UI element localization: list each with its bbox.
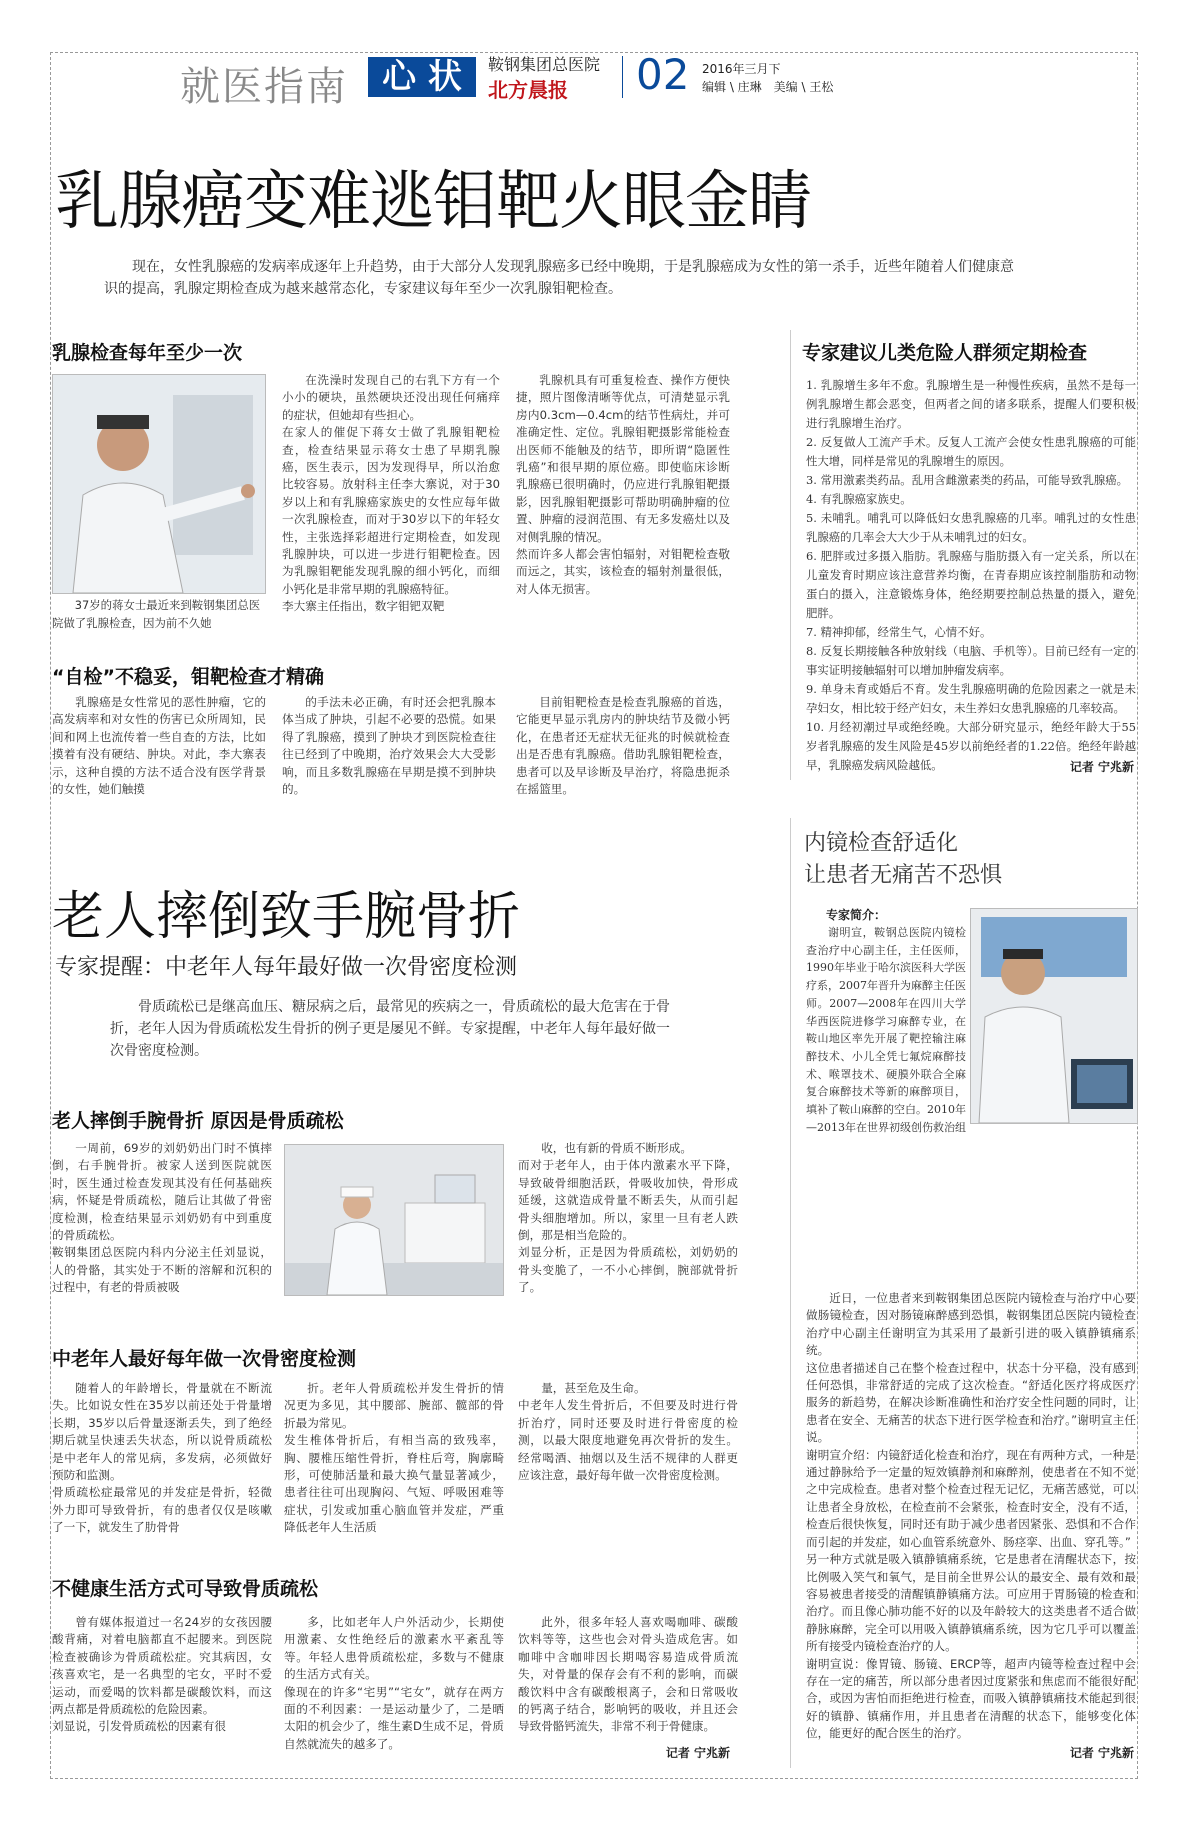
profile-label: 专家简介： <box>826 908 887 922</box>
headline-endoscopy-1: 内镜检查舒适化 <box>804 831 959 856</box>
logo: 心 状 <box>368 57 476 97</box>
photo-nurse-illustration <box>285 1145 503 1295</box>
article2-signature: 记者 宁兆新 <box>600 1744 730 1761</box>
risk-item-1: 1. 乳腺增生多年不愈。乳腺增生是一种慢性疾病，虽然不是每一例乳腺增生都会恶变，但两者之间的诸多联系，提醒人们要积极进行乳腺增生治疗。 <box>806 378 1136 430</box>
article2-s2-col1: 随着人的年龄增长，骨量就在不断流失。比如说女性在35岁以前还处于骨量增长期，35岁以后骨量逐渐丢失，到了绝经期后就呈快速丢失状态，所以说骨质疏松是中老年人的常见病，多发病，必须做好预防和监测。 骨质疏松症最常见的并发症是骨折，轻微外力即可导致骨折，有的患者仅仅是咳嗽了一下，就发生了肋骨骨 <box>52 1381 272 1535</box>
section-title: 就医指南 <box>180 64 348 110</box>
article1-col5: 的手法未必正确，有时还会把乳腺本体当成了肿块，引起不必要的恐慌。如果得了乳腺癌，摸到了肿块才到医院检查往往已经到了中晚期，治疗效果会大大受影响，而且多数乳腺癌在早期是摸不到肿块的。 <box>282 695 496 797</box>
article2-s1-col1: 一周前，69岁的刘奶奶出门时不慎摔倒，右手腕骨折。被家人送到医院就医时，医生通过检查发现其没有任何基础疾病，怀疑是骨质疏松，随后让其做了骨密度检测，检查结果显示刘奶奶有中到重度的骨质疏松。 鞍钢集团总医院内科内分泌主任刘显说，人的骨骼，其实处于不断的溶解和沉积的过程中，有老的骨质被吸 <box>52 1141 272 1295</box>
lede-bone: 骨质疏松已是继高血压、糖尿病之后，最常见的疾病之一，骨质疏松的最大危害在于骨折，老年人因为骨质疏松发生骨折的例子更是屡见不鲜。专家提醒，中老年人每年最好做一次骨密度检测。 <box>110 999 670 1059</box>
risk-item-8: 8. 反复长期接触各种放射线（电脑、手机等）。目前已经有一定的事实证明接触辐射可以增加肿瘤发病率。 <box>806 644 1136 677</box>
lede-breast-cancer: 现在，女性乳腺癌的发病率成逐年上升趋势，由于大部分人发现乳腺癌多已经中晚期，于是乳腺癌成为女性的第一杀手，近些年随着人们健康意识的提高，乳腺定期检查成为越来越常态化，专家建议每年至少一次乳腺钼靶检查。 <box>104 259 1014 297</box>
headline-breast-cancer: 乳腺癌变难逃钼靶火眼金睛 <box>55 165 811 239</box>
headline-wrist-fracture: 老人摔倒致手腕骨折 <box>52 887 521 947</box>
subhead-annual-bone-test: 中老年人最好每年做一次骨密度检测 <box>52 1348 357 1370</box>
photo-doctor-illustration <box>53 375 265 593</box>
risk-title: 专家建议儿类危险人群须定期检查 <box>802 342 1088 364</box>
column-divider-lower <box>790 818 791 1768</box>
risk-item-2: 2. 反复做人工流产手术。反复人工流产会使女性患乳腺癌的可能性大增，同样是常见的乳腺增生的原因。 <box>806 435 1136 468</box>
subhead-lifestyle: 不健康生活方式可导致骨质疏松 <box>52 1578 319 1600</box>
article2-s3-col3: 此外，很多年轻人喜欢喝咖啡、碳酸饮料等等，这些也会对骨头造成危害。如咖啡中含咖啡因长期喝容易造成骨质流失，对骨量的保存会有不利的影响，而碳酸饮料中含有碳酸根离子，会和日常吸收的钙离子结合，影响钙的吸收，并且还会导致骨骼钙流失，非常不利于骨健康。 <box>518 1615 738 1734</box>
article1-col2: 在洗澡时发现自己的右乳下方有一个小小的硬块，虽然硬块还没出现任何痛痒的症状，但她却有些担心。 在家人的催促下蒋女士做了乳腺钼靶检查，检查结果显示蒋女士患了早期乳腺癌，医生表示，因为发现得早，所以治愈比较容易。放射科主任李大寨说，对于30岁以上和有乳腺癌家族史的女性应每年做一次乳腺检查，而对于30岁以下的年轻女性，主张选择彩超进行定期检查，如发现乳腺肿块，可以进一步进行钼靶检查。因为乳腺钼靶能发现乳腺的细小钙化，而细小钙化是非常早期的乳腺癌特征。 李大寨主任指出，数字钼钯双靶 <box>282 373 500 614</box>
article2-s1-col3: 收，也有新的骨质不断形成。 而对于老年人，由于体内激素水平下降，导致破骨细胞活跃，骨吸收加快，骨形成延缓，这就造成骨量不断丢失，从而引起骨头细胞增加。所以，家里一旦有老人跌倒，那是相当危险的。 刘显分析，正是因为骨质疏松，刘奶奶的骨头变脆了，一不小心摔倒，腕部就骨折了。 <box>518 1141 738 1295</box>
column-divider <box>790 330 791 780</box>
photo-doctor-xie <box>970 908 1138 1124</box>
article3-body: 近日，一位患者来到鞍钢集团总医院内镜检查与治疗中心要做肠镜检查，因对肠镜麻醉感到恐惧，鞍钢集团总医院内镜检查治疗中心副主任谢明宣为其采用了最新引进的吸入镇静镇痛系统。 这位患者描述自己在整个检查过程中，状态十分平稳，没有感到任何恐惧，非常舒适的完成了这次检查。“舒适化医疗将成医疗服务的新趋势，在解决诊断准确性和治疗安全性问题的同时，让患者在安全、无痛苦的状态下进行医学检查和治疗。”谢明宣主任说。 谢明宣介绍：内镜舒适化检查和治疗，现在有两种方式，一种是通过静脉给予一定量的短效镇静剂和麻醉剂，使患者在不知不觉之中完成检查。患者对整个检查过程无记忆，无痛苦感觉，可以让患者全身放松，在检查前不会紧张，检查时安全，没有不适，检查后很快恢复，同时还有助于减少患者因紧张、恐惧和不合作而引起的并发症，如心血管系统意外、肠痉挛、出血、穿孔等。” 另一种方式就是吸入镇静镇痛系统，它是患者在清醒状态下，按比例吸入笑气和氧气，是目前全世界公认的最安全、最有效和最容易被患者接受的清醒镇静镇痛方法。可应用于胃肠镜的检查和治疗。而且像心肺功能不好的以及年龄较大的这类患者不适合做静脉麻醉，完全可以用吸入镇静镇痛系统，因为它几乎可以覆盖所有接受内镜检查治疗的人。 谢明宣说：像胃镜、肠镜、ERCP等，超声内镜等检查过程中会存在一定的痛苦，所以部分患者因过度紧张和焦虑而不能很好配合，或因为害怕而拒绝进行检查，而吸入镇静镇痛技术能起到很好的镇静、镇痛作用，并且患者在清醒的状态下，能够变化体位，能更好的配合医生的治疗。 <box>806 1291 1136 1741</box>
headline-endoscopy-2: 让患者无痛苦不恐惧 <box>804 863 1003 888</box>
photo-doctor-xie-illustration <box>971 909 1137 1123</box>
photo-bone-density-room <box>284 1144 504 1296</box>
risk-item-10: 10. 月经初潮过早或绝经晚。大部分研究显示，绝经年龄大于55岁者乳腺癌的发生风险是45岁以前绝经者的1.22倍。绝经年龄越早，乳腺癌发病风险越低。 <box>806 720 1136 772</box>
risk-item-9: 9. 单身未育或婚后不育。发生乳腺癌明确的危险因素之一就是未孕妇女，相比较于经产妇女，未生养妇女患乳腺癌的几率较高。 <box>806 682 1136 715</box>
article2-s3-col1: 曾有媒体报道过一名24岁的女孩因腰酸背痛，对着电脑都直不起腰来。到医院检查被确诊为骨质疏松症。究其病因，女孩喜欢宅，是一名典型的宅女，平时不爱运动，而爱喝的饮料都是碳酸饮料，而这两点都是骨质疏松的危险因素。 刘显说，引发骨质疏松的因素有很 <box>52 1615 272 1734</box>
article3-signature: 记者 宁兆新 <box>1010 1744 1134 1761</box>
photo-doctor-li <box>52 374 266 594</box>
risk-item-5: 5. 未哺乳。哺乳可以降低妇女患乳腺癌的几率。哺乳过的女性患乳腺癌的几率会大大少于从未哺乳过的妇女。 <box>806 511 1136 544</box>
risk-list <box>806 376 1136 778</box>
risk-item-4: 4. 有乳腺癌家族史。 <box>806 492 912 506</box>
subhead-self-check: “自检”不稳妥，钼靶检查才精确 <box>52 666 324 688</box>
photo-caption: 37岁的蒋女士最近来到鞍钢集团总医院做了乳腺检查，因为前不久她 <box>52 598 261 630</box>
article1-col6: 目前钼靶检查是检查乳腺癌的首选，它能更早显示乳房内的肿块结节及微小钙化，在患者还无症状无征兆的时候就检查出是否患有乳腺癌。借助乳腺钼靶检查，患者可以及早诊断及早治疗，将隐患扼杀在摇篮里。 <box>516 695 730 797</box>
article1-col4: 乳腺癌是女性常见的恶性肿瘤，它的高发病率和对女性的伤害已众所周知，民间和网上也流传着一些自查的方法，比如摸着有没有硬结、肿块。对此，李大寨表示，这种自摸的方法不适合没有医学背景的女性，她们触摸 <box>52 695 266 797</box>
subhead-osteoporosis-cause: 老人摔倒手腕骨折 原因是骨质疏松 <box>52 1110 344 1132</box>
page-number: 02 <box>636 50 690 99</box>
subtitle-bone-density: 专家提醒：中老年人每年最好做一次骨密度检测 <box>55 955 518 980</box>
hospital-name: 鞍钢集团总医院 <box>488 55 601 74</box>
risk-signature: 记者 宁兆新 <box>1000 758 1134 775</box>
article2-s3-col2: 多，比如老年人户外活动少，长期使用激素、女性绝经后的激素水平紊乱等等。年轻人患骨质疏松症，多数与不健康的生活方式有关。 像现在的许多“宅男”“宅女”，就存在两方面的不利因素：一是运动量少了，二是晒太阳的机会少了，维生素D生成不足，骨质自然就流失的越多了。 <box>284 1615 504 1751</box>
article1-col3: 乳腺机具有可重复检查、操作方便快捷，照片图像清晰等优点，可清楚显示乳房内0.3cm—0.4cm的结节性病灶，并可准确定性、定位。乳腺钼靶摄影常能检查出医师不能触及的结节，即所谓“隐匿性乳癌”和很早期的原位癌。即使临床诊断乳腺癌已很明确时，仍应进行乳腺钼靶摄影，因乳腺钼靶摄影可帮助明确肿瘤的位置、肿瘤的浸润范围、有无多发癌灶以及对侧乳腺的情况。 然而许多人都会害怕辐射，对钼靶检查敬而远之，其实，该检查的辐射剂量很低，对人体无损害。 <box>516 373 730 596</box>
subhead-annual-check: 乳腺检查每年至少一次 <box>52 342 243 364</box>
profile-text: 谢明宣，鞍钢总医院内镜检查治疗中心副主任，主任医师，1990年毕业于哈尔滨医科大学医疗系，2007年晋升为麻醉主任医师。2007—2008年在四川大学华西医院进修学习麻醉专业，在鞍山地区率先开展了靶控输注麻醉技术、小儿全凭七氟烷麻醉技术、喉罩技术、硬膜外联合全麻复合麻醉技术等新的麻醉项目，填补了鞍山麻醉的空白。2010年—2013年在世界初级创伤救治组 <box>806 926 966 1134</box>
masthead-divider <box>622 56 623 98</box>
article2-s2-col3: 量，甚至危及生命。 中老年人发生骨折后，不但要及时进行骨折治疗，同时还要及时进行骨密度的检测，以最大限度地避免再次骨折的发生。经常喝酒、抽烟以及生活不规律的人群更应该注意，最好每年做一次骨密度检测。 <box>518 1381 738 1483</box>
risk-item-6: 6. 肥胖或过多摄入脂肪。乳腺癌与脂肪摄入有一定关系，所以在儿童发育时期应该注意营养均衡，在青春期应该控制脂肪和动物蛋白的摄入，注意锻炼身体，绝经期要控制总热量的摄入，避免肥胖。 <box>806 549 1136 620</box>
editors: 编辑 \ 庄琳 美编 \ 王松 <box>702 80 834 94</box>
risk-item-3: 3. 常用激素类药品。乱用含雌激素类的药品，可能导致乳腺癌。 <box>806 473 1129 487</box>
risk-item-7: 7. 精神抑郁，经常生气，心情不好。 <box>806 625 992 639</box>
paper-name: 北方晨报 <box>488 78 568 102</box>
issue-date: 2016年三月下 <box>702 62 781 76</box>
article2-s2-col2: 折。老年人骨质疏松并发生骨折的情况更为多见，其中腰部、腕部、髋部的骨折最为常见。 发生椎体骨折后，有相当高的致残率，胸、腰椎压缩性骨折，脊柱后弯，胸廓畸形，可使肺活量和最大换气量显著减少，患者往往可出现胸闷、气短、呼吸困难等症状，引发或加重心脑血管并发症，严重降低老年人生活质 <box>284 1381 504 1535</box>
